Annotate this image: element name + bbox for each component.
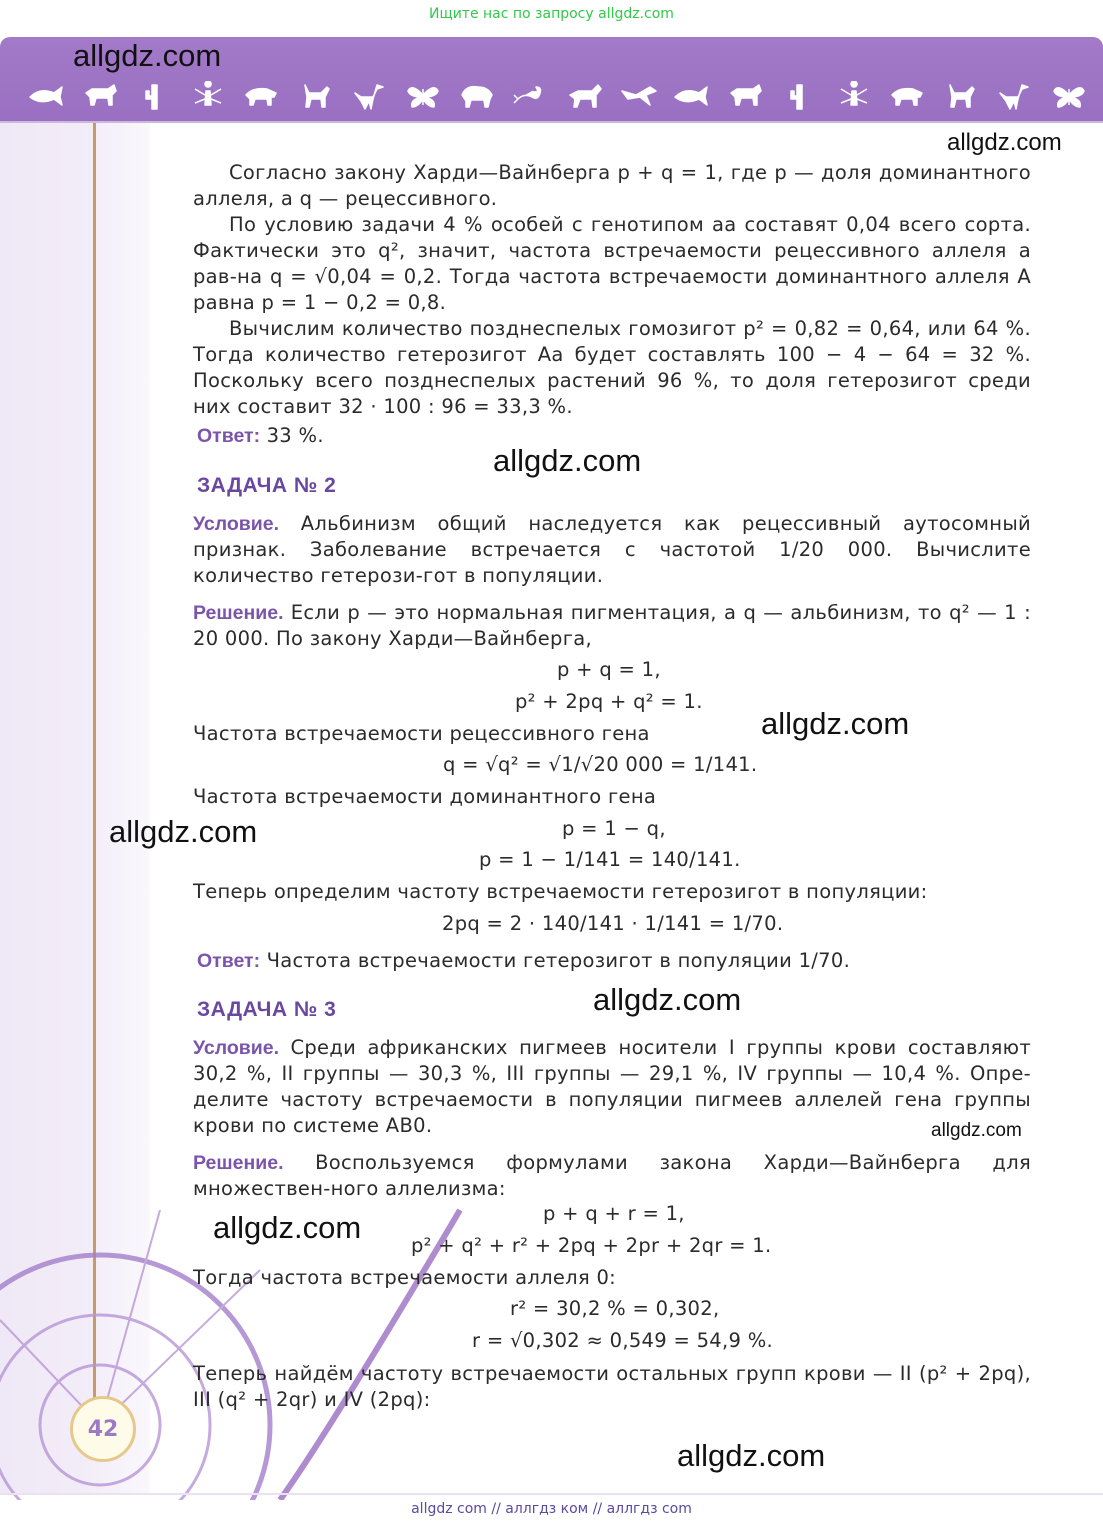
paragraph: По условию задачи 4 % особей с генотипом aa составят 0,04 всего сорта. Фактически это q², значит, частота встречаемости рецессивного аллеля a рав-на q = √0,04 = 0,2. Тогда частота встречаемости доминантного аллеля A равна p = 1 − 0,2 = 0,8.	[193, 213, 1031, 314]
antelope-icon	[942, 81, 980, 111]
condition-text: Альбинизм общий наследуется как рецессивный аутосомный признак. Заболевание встречается с частотой 1/20 000. Вычислите количество гетерози-гот в популяции.	[193, 512, 1032, 587]
cactus-icon	[136, 81, 174, 111]
cactus-icon	[781, 81, 819, 111]
answer-2	[197, 949, 850, 973]
task-3-heading: ЗАДАЧА № 3	[197, 998, 337, 1021]
fish-icon	[673, 81, 711, 111]
scorpion-icon	[512, 81, 550, 111]
watermark: allgdz.com	[947, 129, 1062, 156]
answer-1	[197, 424, 324, 448]
watermark: allgdz.com	[931, 1120, 1022, 1141]
watermark: allgdz.com	[677, 1438, 826, 1473]
answer-text: Частота встречаемости гетерозигот в популяции 1/70.	[266, 949, 851, 972]
watermark: allgdz.com	[761, 706, 910, 741]
text-line: Частота встречаемости доминантного гена	[193, 785, 657, 808]
text-line: Теперь определим частоту встречаемости гетерозигот в популяции:	[193, 880, 928, 903]
task-2-condition	[193, 511, 1031, 589]
fish-icon	[28, 81, 66, 111]
task-3-solution	[193, 1150, 1031, 1202]
formula: p + q = 1,	[557, 658, 661, 681]
watermark: allgdz.com	[493, 443, 642, 478]
answer-text: 33 %.	[266, 424, 324, 447]
task-3-text	[193, 1361, 1031, 1413]
bottom-strip	[0, 1493, 1103, 1495]
condition-label: Условие.	[193, 513, 280, 535]
task-3-condition	[193, 1035, 1031, 1139]
formula: p² + q² + r² + 2pq + 2pr + 2qr = 1.	[411, 1234, 772, 1257]
solution-text: Если p — это нормальная пигментация, а q — альбинизм, то q² — 1 : 20 000. По закону Харди—Вайнберга,	[193, 601, 1031, 650]
bison-icon	[458, 81, 496, 111]
watermark: allgdz.com	[109, 814, 258, 849]
bird-icon	[620, 81, 658, 111]
solution-label: Решение.	[193, 1152, 284, 1174]
formula: r² = 30,2 % = 0,302,	[510, 1297, 720, 1320]
formula: p + q + r = 1,	[543, 1202, 685, 1225]
runner-bird-icon	[351, 81, 389, 111]
text-line: Частота встречаемости рецессивного гена	[193, 722, 650, 745]
paragraph: Вычислим количество позднеспелых гомозигот p² = 0,82 = 0,64, или 64 %. Тогда количество гетерозигот Aa будет составлять 100 − 4 − 64 = 32 %. Поскольку всего позднеспелых растений 96 %, то доля гетерозигот среди них составит 32 · 100 : 96 = 33,3 %.	[193, 317, 1031, 418]
formula: p = 1 − q,	[562, 817, 666, 840]
solution-label: Решение.	[193, 602, 284, 624]
condition-label: Условие.	[193, 1037, 280, 1059]
paragraph: Согласно закону Харди—Вайнберга p + q = 1, где p — доля доминантного аллеля, а q — рецессивного.	[193, 161, 1031, 210]
boar-icon	[243, 81, 281, 111]
answer-label: Ответ:	[197, 425, 261, 447]
bottom-note: allgdz com // аллгдз ком // аллгдз com	[411, 1501, 692, 1517]
condition-text: Среди африканских пигмеев носители I группы крови составляют 30,2 %, II группы — 30,3 %, III группы — 29,1 %, IV группы — 10,4 %. Опре-делите частоту встречаемости в популяции пигмеев аллелей гена группы крови по системе AB0.	[193, 1036, 1032, 1137]
answer-label: Ответ:	[197, 950, 261, 972]
paragraph: Теперь найдём частоту встречаемости остальных групп крови — II (p² + 2pq), III (q² + 2qr) и IV (2pq):	[193, 1362, 1031, 1411]
butterfly-icon	[1050, 81, 1088, 111]
page-number: 42	[70, 1396, 136, 1462]
solution-continuation	[193, 160, 1031, 420]
runner-bird-icon	[996, 81, 1034, 111]
animal-icon-row	[28, 78, 1088, 114]
watermark: allgdz.com	[73, 38, 222, 73]
bull-icon	[82, 81, 120, 111]
formula: 2pq = 2 · 140/141 · 1/141 = 1/70.	[442, 912, 784, 935]
watermark: allgdz.com	[213, 1210, 362, 1245]
butterfly-icon	[404, 81, 442, 111]
text-line: Тогда частота встречаемости аллеля 0:	[193, 1266, 617, 1289]
watermark: allgdz.com	[593, 982, 742, 1017]
horse-icon	[566, 81, 604, 111]
task-2-heading: ЗАДАЧА № 2	[197, 474, 337, 497]
insect-icon	[835, 81, 873, 111]
formula: p² + 2pq + q² = 1.	[515, 690, 703, 713]
bull-icon	[727, 81, 765, 111]
formula: q = √q² = √1/√20 000 = 1/141.	[443, 753, 758, 776]
boar-icon	[889, 81, 927, 111]
solution-text: Воспользуемся формулами закона Харди—Вайнберга для множествен-ного аллелизма:	[193, 1151, 1031, 1200]
insect-icon	[189, 81, 227, 111]
search-note: Ищите нас по запросу allgdz.com	[429, 6, 674, 22]
antelope-icon	[297, 81, 335, 111]
task-2-solution	[193, 600, 1031, 652]
formula: r = √0,302 ≈ 0,549 = 54,9 %.	[472, 1329, 774, 1352]
formula: p = 1 − 1/141 = 140/141.	[479, 848, 741, 871]
